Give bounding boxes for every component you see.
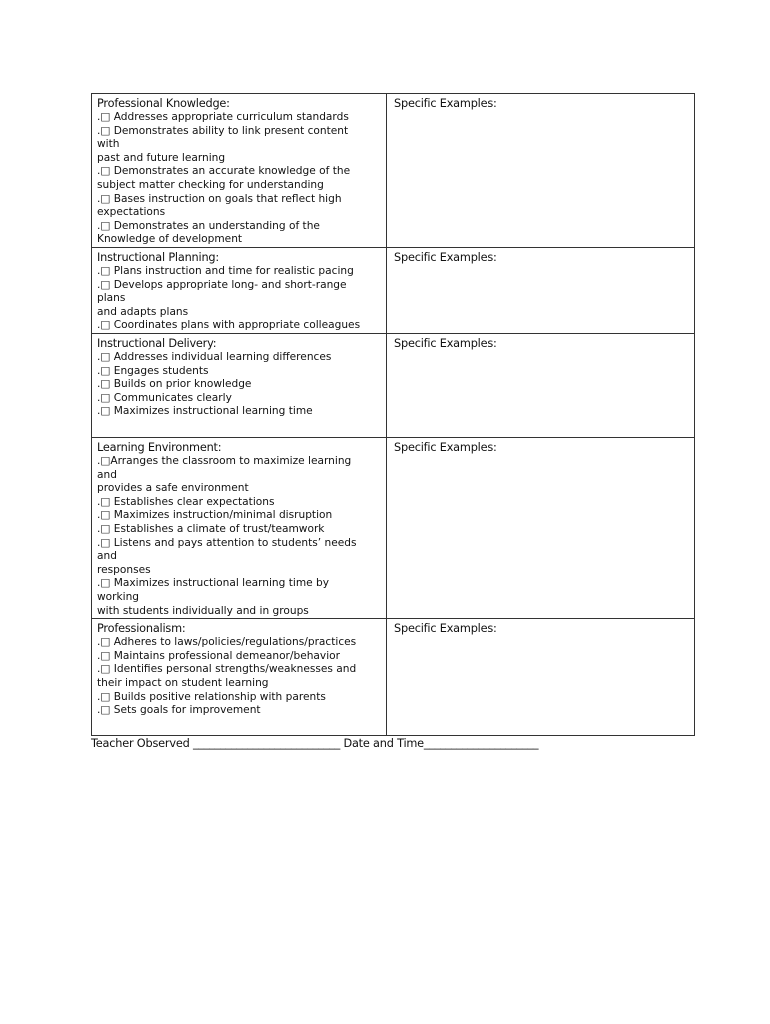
criteria-line: .□ Maximizes instructional learning time by <box>97 577 330 590</box>
specific-examples-label: Specific Examples: <box>394 622 497 636</box>
section-title: Learning Environment: <box>97 441 222 454</box>
criteria-line: .□ Listens and pays attention to students’ needs <box>97 536 357 549</box>
criteria-line: .□ Adheres to laws/policies/regulations/practices <box>97 636 357 649</box>
criteria-line: .□ Demonstrates ability to link present content <box>97 124 349 137</box>
observation-rubric-table <box>91 93 695 736</box>
criteria-line: and <box>97 468 117 481</box>
criteria-line: past and future learning <box>97 151 226 164</box>
criteria-line: provides a safe environment <box>97 482 249 495</box>
criteria-line: .□ Engages students <box>97 364 209 377</box>
criteria-line: and <box>97 550 117 563</box>
specific-examples-cell[interactable] <box>387 248 695 334</box>
criteria-line: .□ Addresses individual learning differences <box>97 351 332 363</box>
section-title: Professionalism: <box>97 622 186 636</box>
criteria-line: .□ Addresses appropriate curriculum standards <box>97 111 349 123</box>
criteria-line: .□ Communicates clearly <box>97 391 232 404</box>
criteria-line: and adapts plans <box>97 305 189 318</box>
criteria-line: .□ Demonstrates an accurate knowledge of the <box>97 165 351 178</box>
criteria-line: plans <box>97 292 126 305</box>
specific-examples-cell[interactable] <box>387 619 695 736</box>
table-row <box>92 619 695 736</box>
criteria-line: .□ Maintains professional demeanor/behavior <box>97 649 340 662</box>
table-row <box>92 334 695 438</box>
section-title: Instructional Delivery: <box>97 337 217 350</box>
criteria-line: subject matter checking for understanding <box>97 178 324 191</box>
section-title: Professional Knowledge: <box>97 97 230 110</box>
criteria-line: .□ Identifies personal strengths/weaknesses and <box>97 663 357 676</box>
criteria-line: .□ Establishes a climate of trust/teamwork <box>97 522 325 535</box>
table-row <box>92 248 695 334</box>
specific-examples-cell[interactable] <box>387 334 695 438</box>
criteria-cell <box>92 94 387 248</box>
criteria-line: .□ Demonstrates an understanding of the <box>97 219 320 232</box>
criteria-line: .□ Maximizes instruction/minimal disruption <box>97 509 333 522</box>
teacher-observed-date-time-line[interactable]: Teacher Observed ___________________________ Date and Time_____________________ <box>91 737 539 750</box>
criteria-line: Knowledge of development <box>97 233 243 246</box>
criteria-line: .□ Plans instruction and time for realistic pacing <box>97 265 354 277</box>
criteria-line: responses <box>97 563 151 576</box>
criteria-line: .□ Builds on prior knowledge <box>97 378 252 391</box>
criteria-cell <box>92 248 387 334</box>
section-title: Instructional Planning: <box>97 251 219 264</box>
specific-examples-label: Specific Examples: <box>394 97 497 110</box>
criteria-cell <box>92 619 387 736</box>
criteria-line: .□ Sets goals for improvement <box>97 704 261 717</box>
criteria-line: .□ Builds positive relationship with parents <box>97 690 326 703</box>
specific-examples-label: Specific Examples: <box>394 251 497 264</box>
table-row <box>92 438 695 619</box>
criteria-line: .□ Bases instruction on goals that reflect high <box>97 192 342 205</box>
specific-examples-label: Specific Examples: <box>394 441 497 454</box>
specific-examples-cell[interactable] <box>387 94 695 248</box>
specific-examples-label: Specific Examples: <box>394 337 497 350</box>
criteria-line: .□ Establishes clear expectations <box>97 495 275 508</box>
criteria-line: .□Arranges the classroom to maximize learning <box>97 455 352 467</box>
criteria-line: with <box>97 138 120 151</box>
criteria-line: with students individually and in groups <box>97 604 309 617</box>
table-row <box>92 94 695 248</box>
criteria-line: working <box>97 590 140 603</box>
criteria-cell <box>92 334 387 438</box>
criteria-cell <box>92 438 387 619</box>
criteria-line: .□ Develops appropriate long- and short-range <box>97 278 347 291</box>
specific-examples-cell[interactable] <box>387 438 695 619</box>
criteria-line: their impact on student learning <box>97 676 269 689</box>
criteria-line: .□ Maximizes instructional learning time <box>97 405 313 418</box>
criteria-line: expectations <box>97 206 166 219</box>
criteria-line: .□ Coordinates plans with appropriate colleagues <box>97 319 361 332</box>
